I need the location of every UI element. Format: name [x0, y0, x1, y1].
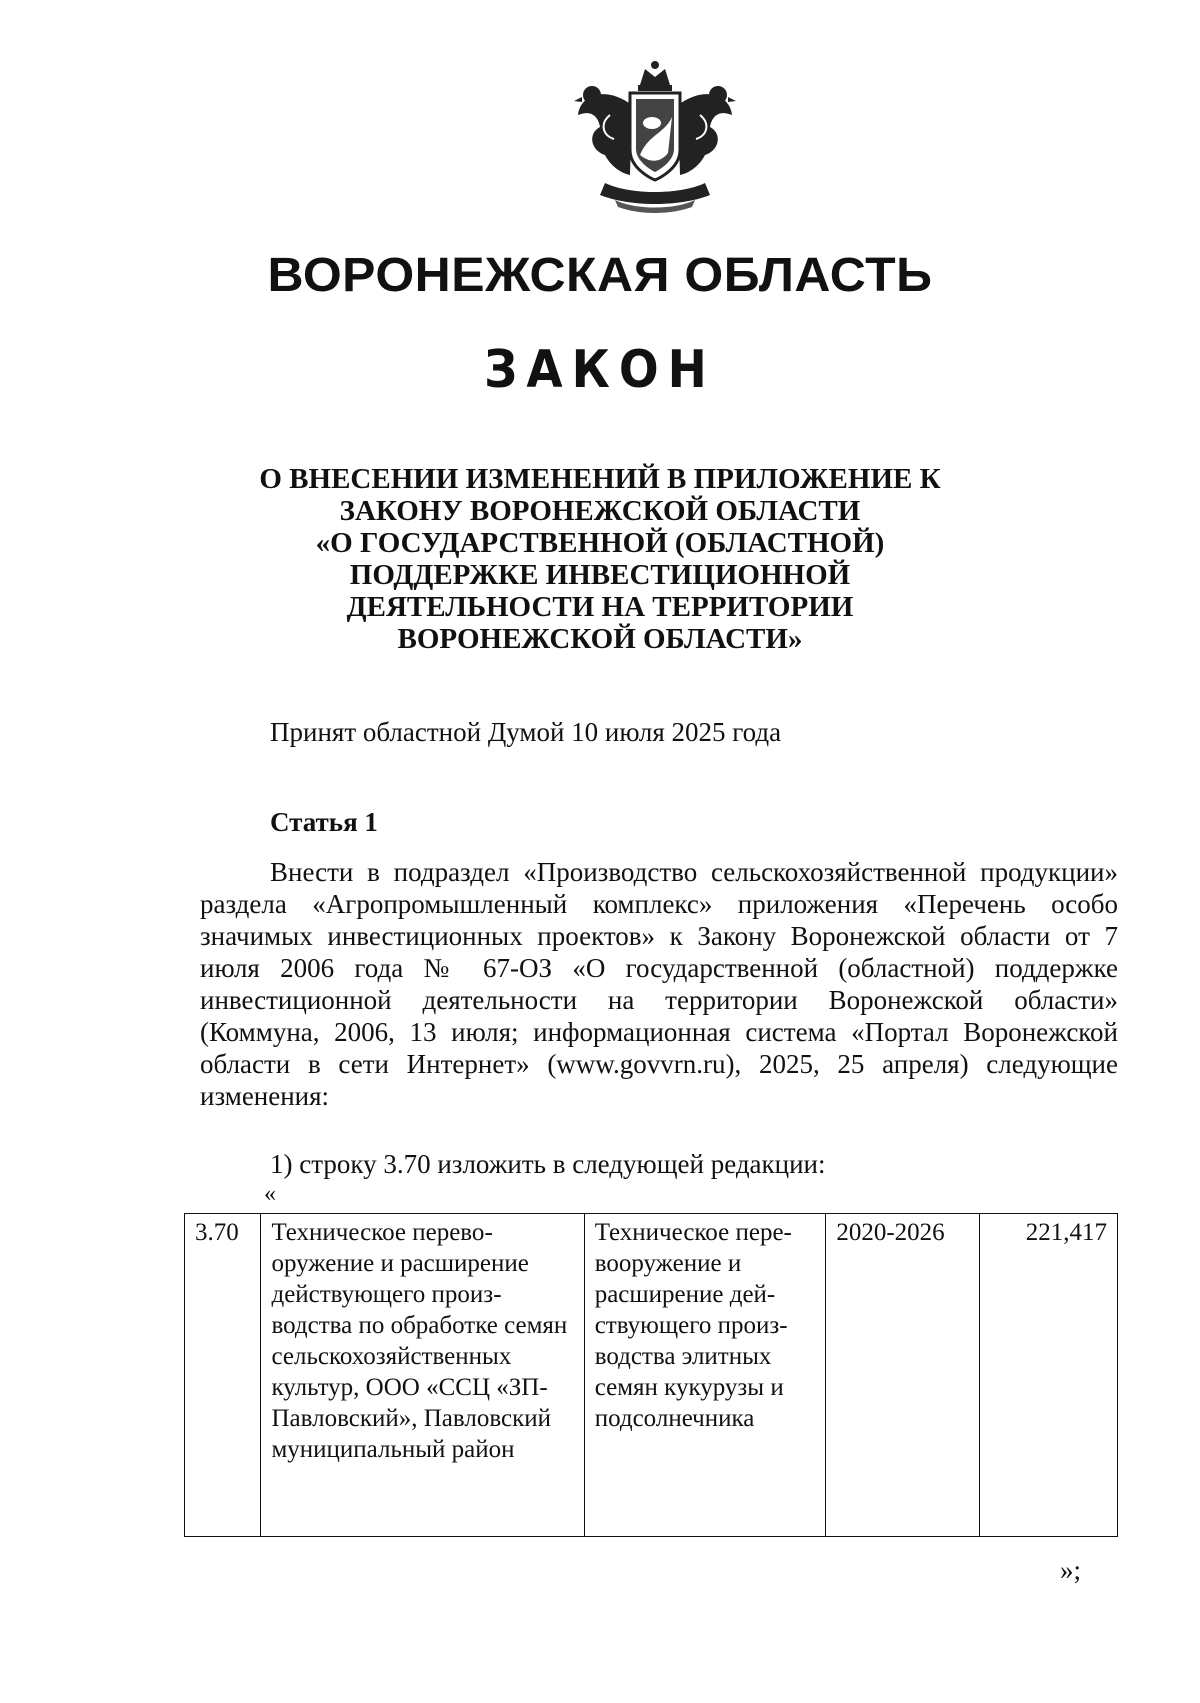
projects-table [184, 1213, 1118, 1537]
project-description: Техническое перевооружение и расширение действующего производства элитных семян кукурузы и подсолнечника [584, 1214, 826, 1537]
article-body: Внести в подраздел «Производство сельскохозяйственной продукции» раздела «Агропромышленный комплекс» приложения «Перечень особо значимых инвестиционных проектов» к Закону Воронежской области от 7 июля 2006 года № 67-ОЗ «О государственной (областной) поддержке инвестиционной деятельности на территории Воронежской области» (Коммуна, 2006, 13 июля; информационная система «Портал Воронежской области в сети Интернет» (www.govvrn.ru), 2025, 25 апреля) следующие изменения: [200, 857, 1118, 1111]
document-type: ЗАКОН [484, 340, 716, 400]
coat-of-arms-icon [570, 55, 740, 215]
row-number: 3.70 [185, 1214, 261, 1537]
project-name: Техническое перевооружение и расширение действующего производства по обработке семян сельскохозяйственных культур, ООО «ССЦ «ЗП-Павловский», Павловский муниципальный район [261, 1214, 584, 1537]
law-title: О ВНЕСЕНИИ ИЗМЕНЕНИЙ В ПРИЛОЖЕНИЕ К ЗАКОНУ ВОРОНЕЖСКОЙ ОБЛАСТИ «О ГОСУДАРСТВЕННОЙ (ОБЛАСТНОЙ) ПОДДЕРЖКЕ ИНВЕСТИЦИОННОЙ ДЕЯТЕЛЬНОСТИ НА ТЕРРИТОРИИ ВОРОНЕЖСКОЙ ОБЛАСТИ» [259, 463, 941, 655]
article-heading: Статья 1 [270, 807, 378, 837]
region-title: ВОРОНЕЖСКАЯ ОБЛАСТЬ [267, 249, 933, 302]
project-amount: 221,417 [980, 1214, 1118, 1537]
adoption-date: Принят областной Думой 10 июля 2025 года [270, 717, 782, 747]
project-period: 2020-2026 [826, 1214, 980, 1537]
amendment-item-1: 1) строку 3.70 изложить в следующей редакции: [270, 1149, 826, 1179]
quote-close: »; [1060, 1555, 1082, 1585]
quote-open: « [264, 1181, 276, 1207]
table-row [185, 1214, 1118, 1537]
